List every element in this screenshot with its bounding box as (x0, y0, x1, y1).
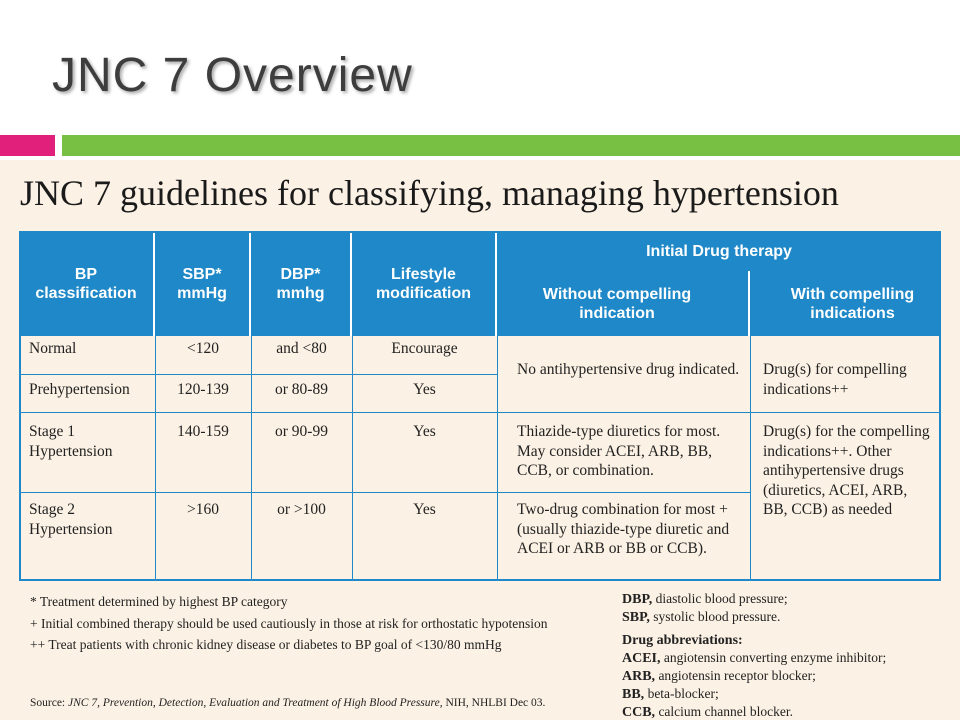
footnote-1: * Treatment determined by highest BP category (30, 594, 288, 609)
row-normal-sbp: <120 (187, 340, 219, 357)
row-prehypertension-sbp: 120-139 (177, 381, 229, 398)
legend-acei: ACEI, angiotensin converting enzyme inhibitor; (622, 650, 887, 666)
footnote-3: ++ Treat patients with chronic kidney disease or diabetes to BP goal of <130/80 mmHg (30, 637, 502, 652)
header-sbp: SBP* mmHg (155, 231, 251, 336)
source-citation: Source: JNC 7, Prevention, Detection, Evaluation and Treatment of High Blood Pressure, NIH, NHLBI Dec 03. (30, 697, 546, 709)
abbreviations-legend (622, 590, 952, 721)
guidelines-figure (0, 160, 960, 720)
header-dbp: DBP* mmhg (251, 231, 352, 336)
row-stage2-lifestyle: Yes (413, 501, 436, 518)
grid-line (750, 336, 751, 581)
row-prehypertension-class: Prehypertension (29, 381, 130, 398)
drug-without-stage2: Two-drug combination for most + (usually thiazide-type diuretic and ACEI or ARB or BB or CCB). (517, 501, 730, 557)
jnc7-table (19, 231, 941, 581)
grid-line (155, 336, 156, 581)
legend-dbp: DBP, diastolic blood pressure; (622, 591, 788, 607)
grid-line (19, 412, 941, 413)
row-prehypertension-lifestyle: Yes (413, 381, 436, 398)
row-stage1-dbp: or 90-99 (275, 423, 328, 440)
row-stage1-lifestyle: Yes (413, 423, 436, 440)
legend-bb: BB, beta-blocker; (622, 686, 719, 702)
grid-line (352, 336, 353, 581)
row-stage2-sbp: >160 (187, 501, 219, 518)
drug-with-normal-prehypertension: Drug(s) for compelling indications++ (763, 361, 907, 398)
row-stage2-dbp: or >100 (277, 501, 326, 518)
row-stage1-class: Stage 1 Hypertension (29, 423, 113, 460)
footnote-2: + Initial combined therapy should be used cautiously in those at risk for orthostatic hypotension (30, 615, 548, 631)
row-stage2-class: Stage 2 Hypertension (29, 501, 113, 538)
legend-ccb: CCB, calcium channel blocker. (622, 704, 794, 720)
row-normal-dbp: and <80 (276, 340, 327, 357)
legend-arb: ARB, angiotensin receptor blocker; (622, 668, 816, 684)
header-bp-classification: BP classification (19, 231, 155, 336)
row-normal-lifestyle: Encourage (391, 340, 458, 357)
header-initial-drug-therapy: Initial Drug therapy (497, 231, 941, 271)
accent-bar-green (62, 135, 960, 156)
grid-line (19, 374, 497, 375)
drug-without-normal-prehypertension: No antihypertensive drug indicated. (517, 361, 740, 378)
accent-bar-pink (0, 135, 55, 156)
grid-line (497, 336, 498, 581)
footnotes (30, 593, 570, 655)
grid-line (19, 492, 750, 493)
drug-with-stage1-stage2: Drug(s) for the compelling indications++. Other antihypertensive drugs (diuretics, ACEI, ARB, BB, CCB) as needed (763, 423, 930, 518)
header-without-compelling: Without compelling indication (497, 271, 750, 336)
legend-drug-heading: Drug abbreviations: (622, 633, 743, 648)
row-normal-class: Normal (29, 340, 77, 357)
row-stage1-sbp: 140-159 (177, 423, 229, 440)
header-with-compelling: With compelling indications (750, 271, 941, 336)
grid-line (251, 336, 252, 581)
drug-without-stage1: Thiazide-type diuretics for most. May consider ACEI, ARB, BB, CCB, or combination. (517, 423, 721, 479)
row-prehypertension-dbp: or 80-89 (275, 381, 328, 398)
slide-title: JNC 7 Overview (52, 49, 413, 102)
legend-sbp: SBP, systolic blood pressure. (622, 609, 781, 625)
figure-heading: JNC 7 guidelines for classifying, managing hypertension (20, 173, 839, 213)
header-lifestyle: Lifestyle modification (352, 231, 497, 336)
